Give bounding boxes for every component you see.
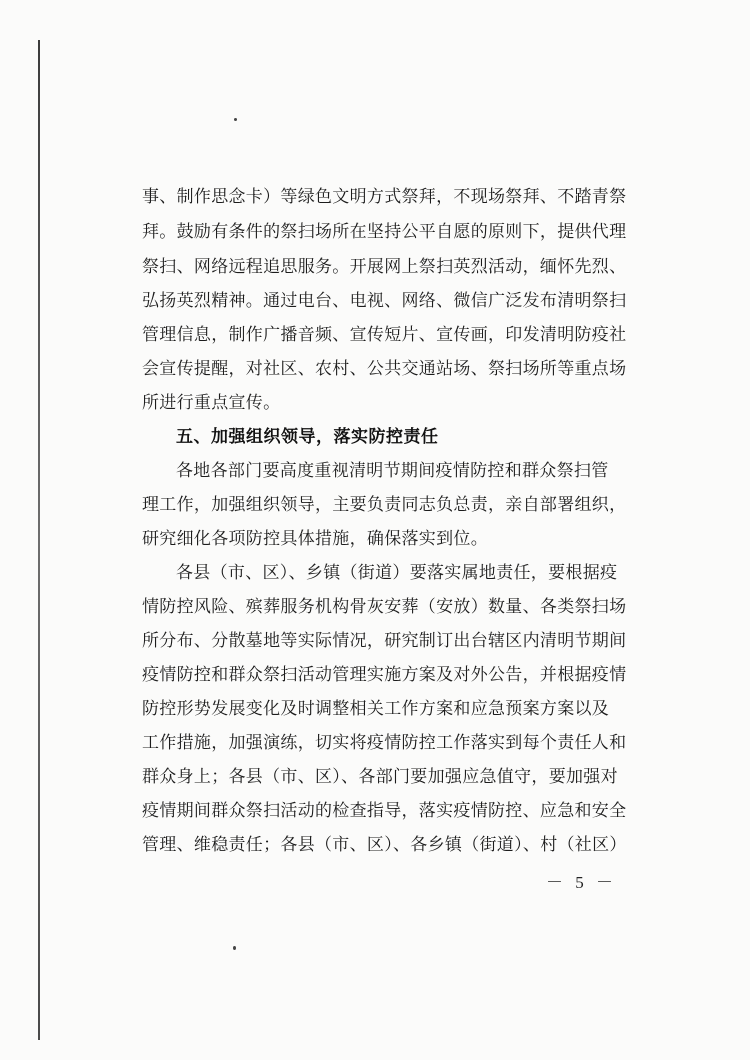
text-line: 各地各部门要高度重视清明节期间疫情防控和群众祭扫管	[176, 461, 609, 481]
scan-speck	[234, 118, 237, 121]
text-line: 事、制作思念卡）等绿色文明方式祭拜，不现场祭拜、不踏青祭	[142, 187, 627, 207]
section-heading: 五、加强组织领导，落实防控责任	[176, 427, 439, 447]
text-line: 理工作，加强组织领导，主要负责同志负总责，亲自部署组织，	[142, 495, 627, 515]
page-number: － 5 －	[546, 873, 617, 892]
text-line: 情防控风险、殡葬服务机构骨灰安葬（安放）数量、各类祭扫场	[142, 597, 627, 617]
text-line: 群众身上；各县（市、区）、各部门要加强应急值守，要加强对	[142, 767, 618, 787]
text-line: 管理信息，制作广播音频、宣传短片、宣传画，印发清明防疫社	[142, 325, 627, 345]
scan-speck	[233, 946, 236, 950]
text-line: 防控形势发展变化及时调整相关工作方案和应急预案方案以及	[142, 699, 610, 719]
text-line: 会宣传提醒，对社区、农村、公共交通站场、祭扫场所等重点场	[142, 359, 627, 379]
text-line: 各县（市、区）、乡镇（街道）要落实属地责任，要根据疫	[176, 563, 618, 583]
text-line: 所进行重点宣传。	[142, 393, 281, 413]
text-line: 工作措施，加强演练，切实将疫情防控工作落实到每个责任人和	[142, 733, 627, 753]
text-line: 疫情期间群众祭扫活动的检查指导，落实疫情防控、应急和安全	[142, 801, 627, 821]
text-line: 祭扫、网络远程追思服务。开展网上祭扫英烈活动，缅怀先烈、	[142, 257, 627, 277]
text-line: 所分布、分散墓地等实际情况，研究制订出台辖区内清明节期间	[142, 631, 627, 651]
text-line: 疫情防控和群众祭扫活动管理实施方案及对外公告，并根据疫情	[142, 665, 627, 685]
text-line: 管理、维稳责任；各县（市、区）、各乡镇（街道）、村（社区）	[142, 835, 627, 855]
text-line: 拜。鼓励有条件的祭扫场所在坚持公平自愿的原则下，提供代理	[142, 222, 627, 242]
text-line: 弘扬英烈精神。通过电台、电视、网络、微信广泛发布清明祭扫	[142, 291, 627, 311]
scan-left-edge	[38, 40, 40, 1040]
text-line: 研究细化各项防控具体措施，确保落实到位。	[142, 529, 488, 549]
